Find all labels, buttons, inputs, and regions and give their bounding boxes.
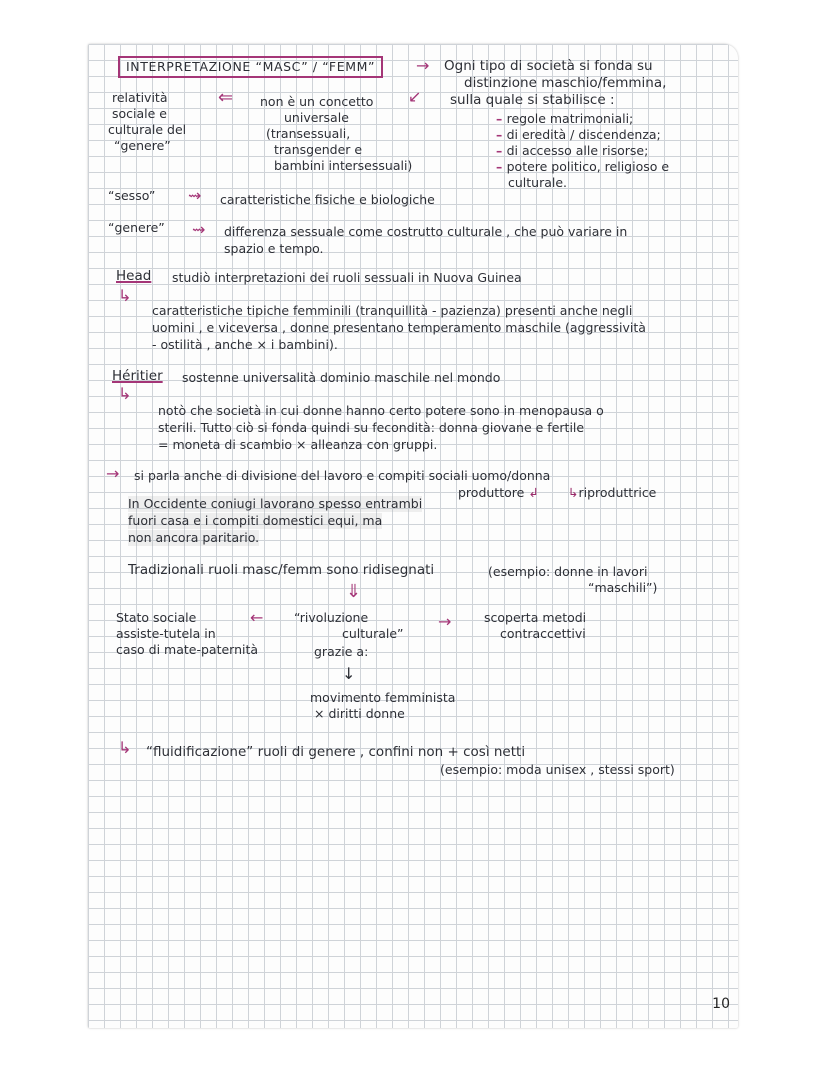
return-arrow-icon: ↳ (118, 738, 132, 757)
labour-line: si parla anche di divisione del lavoro e compiti sociali uomo/donna (134, 468, 551, 483)
double-arrow-down-icon: ⇓ (346, 581, 362, 602)
traditional-line: Tradizionali ruoli masc/femm sono ridisegnati (128, 562, 435, 578)
rivoluzione-line-3: grazie a: (314, 644, 369, 659)
west-line-3: non ancora paritario. (128, 530, 260, 545)
arrow-down-icon: ↓ (342, 664, 356, 683)
rule-item: – di accesso alle risorse; (496, 143, 649, 158)
head-detail-1: caratteristiche tipiche femminili (tranquillità - pazienza) presenti anche negli (152, 303, 633, 318)
genere-definition-1: differenza sessuale come costrutto culturale , che può variare in (224, 224, 628, 239)
arrow-right-icon: → (438, 612, 452, 631)
genere-definition-2: spazio e tempo. (224, 241, 324, 256)
stato-line-1: Stato sociale (116, 610, 197, 625)
traditional-example-2: “maschili”) (588, 580, 658, 595)
scoperta-line-2: contraccettivi (500, 626, 586, 641)
heritier-name: Héritier (112, 368, 163, 384)
heritier-detail-3: = moneta di scambio × alleanza con gruppi. (158, 437, 438, 452)
return-arrow-icon: ↳ (118, 286, 132, 305)
relativity-line-1: relatività (112, 90, 168, 105)
scoperta-line-1: scoperta metodi (484, 610, 587, 625)
title-box: INTERPRETAZIONE “MASC” / “FEMM” (118, 56, 383, 78)
head-line: studiò interpretazioni dei ruoli sessuali in Nuova Guinea (172, 270, 522, 285)
rivoluzione-line-2: culturale” (342, 626, 404, 641)
double-arrow-left-icon: ⇐ (218, 87, 234, 108)
arrow-right-icon: → (416, 56, 430, 75)
relativity-line-2: sociale e (112, 106, 167, 121)
head-name: Head (116, 268, 152, 284)
intro-line-2: distinzione maschio/femmina, (464, 75, 667, 91)
return-arrow-icon: ↳ (568, 485, 579, 500)
dash-icon: – (496, 143, 507, 158)
sesso-term: “sesso” (108, 188, 156, 203)
rule-item: culturale. (508, 175, 568, 190)
concept-line-3: (transessuali, (266, 126, 351, 141)
fluidity-example: (esempio: moda unisex , stessi sport) (440, 762, 675, 777)
heritier-detail-1: notò che società in cui donne hanno certo potere sono in menopausa o (158, 403, 604, 418)
wavy-arrow-icon: ⇝ (192, 220, 206, 239)
movimento-line-1: movimento femminista (310, 690, 456, 705)
rule-item: – regole matrimoniali; (496, 111, 634, 126)
west-line-1: In Occidente coniugi lavorano spesso entrambi (128, 496, 423, 511)
dash-icon: – (496, 159, 507, 174)
west-line-2: fuori casa e i compiti domestici equi, ma (128, 513, 383, 528)
arrow-right-icon: → (106, 464, 120, 483)
genere-term: “genere” (108, 220, 165, 235)
wavy-arrow-icon: ⇝ (188, 186, 202, 205)
stato-line-3: caso di mate-paternità (116, 642, 259, 657)
riproduttrice-label: ↳riproduttrice (568, 485, 657, 500)
heritier-detail-2: sterili. Tutto ciò si fonda quindi su fecondità: donna giovane e fertile (158, 420, 585, 435)
arrow-left-icon: ← (250, 608, 264, 627)
return-arrow-icon: ↳ (118, 384, 132, 403)
rule-item: – potere politico, religioso e (496, 159, 670, 174)
produttore-label: produttore ↲ (458, 485, 539, 500)
head-detail-3: - ostilità , anche × i bambini). (152, 337, 338, 352)
movimento-line-2: × diritti donne (314, 706, 405, 721)
intro-line-1: Ogni tipo di società si fonda su (444, 58, 653, 74)
sesso-definition: caratteristiche fisiche e biologiche (220, 192, 435, 207)
fluidity-line: “fluidificazione” ruoli di genere , confini non + così netti (146, 744, 526, 760)
concept-line-2: universale (284, 110, 349, 125)
page-number: 10 (712, 996, 730, 1012)
head-detail-2: uomini , e viceversa , donne presentano temperamento maschile (aggressività (152, 320, 646, 335)
relativity-line-3: culturale del (108, 122, 187, 137)
dash-icon: – (496, 127, 507, 142)
concept-line-1: non è un concetto (260, 94, 374, 109)
dash-icon: – (496, 111, 507, 126)
concept-line-5: bambini intersessuali) (274, 158, 413, 173)
traditional-example-1: (esempio: donne in lavori (488, 564, 648, 579)
rule-item: – di eredità / discendenza; (496, 127, 661, 142)
relativity-line-4: “genere” (114, 138, 171, 153)
concept-line-4: transgender e (274, 142, 363, 157)
curved-arrow-icon: ↲ (528, 485, 539, 500)
intro-line-3: sulla quale si stabilisce : (450, 92, 615, 108)
rivoluzione-line-1: “rivoluzione (294, 610, 369, 625)
notebook-page (88, 44, 738, 1028)
arrow-up-left-icon: ↙ (408, 87, 422, 106)
heritier-line: sostenne universalità dominio maschile nel mondo (182, 370, 501, 385)
stato-line-2: assiste-tutela in (116, 626, 216, 641)
